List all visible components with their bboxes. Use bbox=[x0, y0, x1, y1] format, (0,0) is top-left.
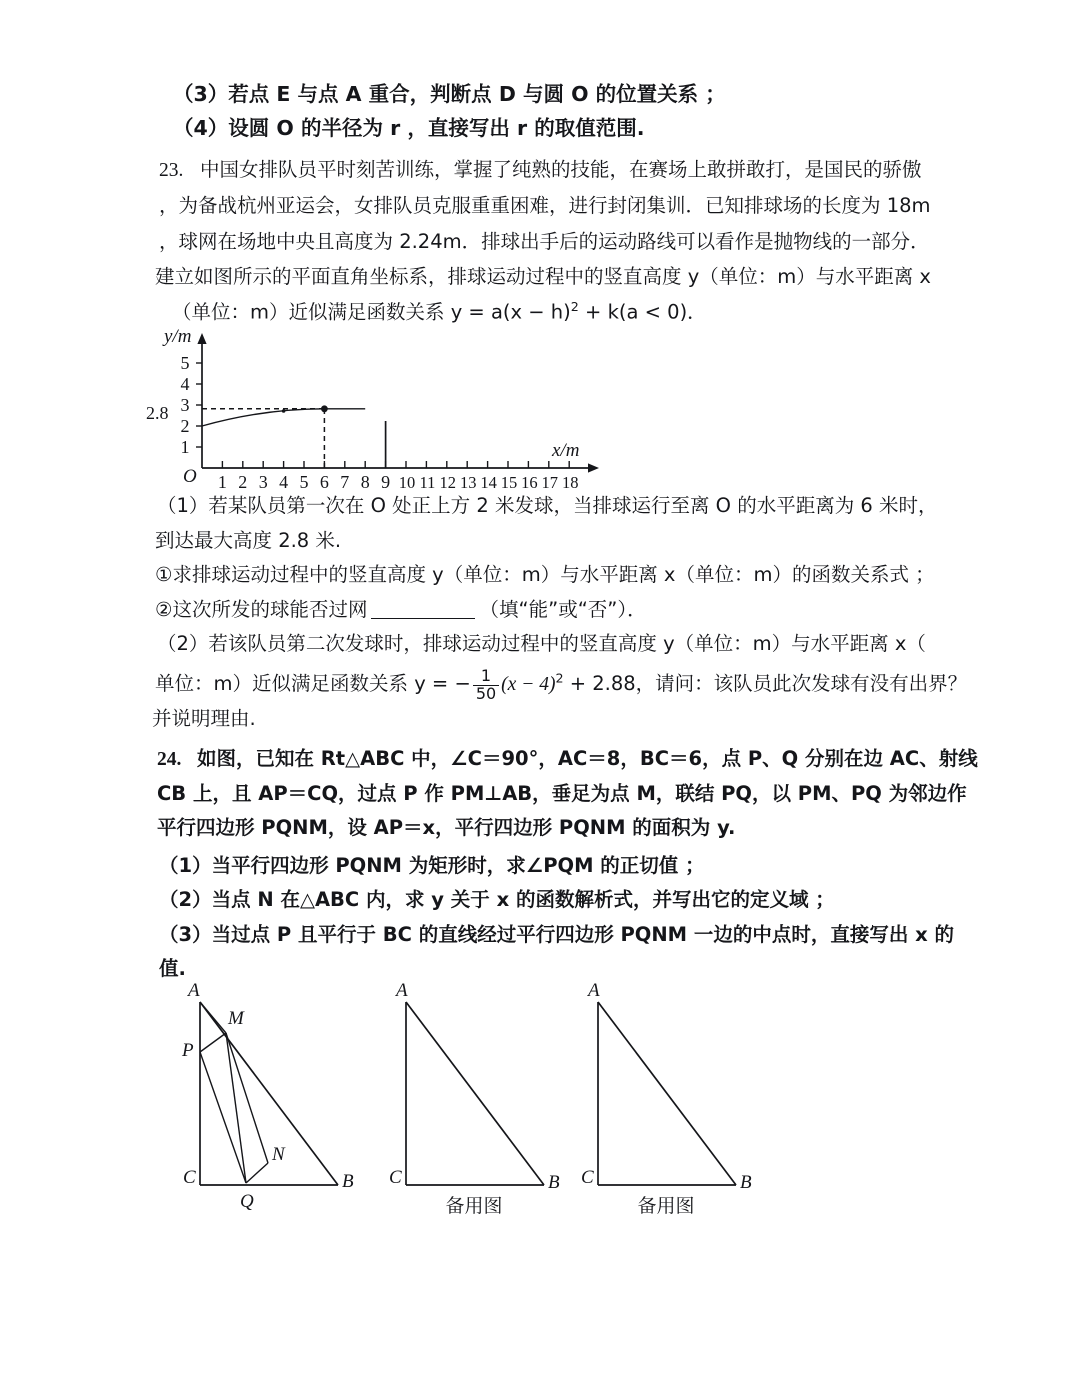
x-tick-label-2: 2 bbox=[238, 472, 248, 492]
q23-body-line-5 bbox=[172, 301, 707, 322]
figure-1-svg bbox=[178, 980, 368, 1215]
x-tick-label-3: 3 bbox=[258, 472, 268, 492]
q23-body-line-1: 中国女排队员平时刻苦训练，掌握了纯熟的技能，在赛场上敢拼敢打，是国民的骄傲 bbox=[200, 158, 922, 181]
q23-body-line-3: ，球网在场地中央且高度为 2.24m．排球出手后的运动路线可以看作是抛物线的一部分． bbox=[159, 230, 930, 253]
q23-sub1-line-2: 到达最大高度 2.8 米. bbox=[155, 529, 342, 552]
label-A: A bbox=[188, 980, 200, 1001]
figure-2-caption: 备用图 bbox=[445, 1195, 503, 1217]
y-tick-label-4: 4 bbox=[180, 374, 190, 394]
q23-sub2-line-3: 并说明理由. bbox=[152, 707, 256, 730]
q23-body-line-5-post: + k(a < 0)． bbox=[578, 300, 707, 324]
q22-item-4: （4）设圆 O 的半径为 r ，直接写出 r 的取值范围. bbox=[173, 116, 645, 140]
x-tick-label-9: 9 bbox=[381, 472, 391, 492]
figure-spare-triangle-2 bbox=[570, 980, 760, 1215]
label-Q: Q bbox=[240, 1191, 254, 1212]
x-tick-marks bbox=[222, 461, 569, 468]
fraction-denominator: 50 bbox=[475, 683, 497, 703]
segment-AM bbox=[200, 1002, 226, 1033]
curve-marker bbox=[282, 409, 286, 413]
q23-exponent: 2 bbox=[570, 299, 579, 314]
y-axis-label: y/m bbox=[164, 326, 192, 347]
y-tick-label-1: 1 bbox=[180, 437, 190, 457]
x-tick-label-1: 1 bbox=[217, 472, 227, 492]
y-special-label-2-8: 2.8 bbox=[146, 403, 169, 423]
vertex-point bbox=[321, 405, 328, 412]
q23-sub2-line-2 bbox=[155, 668, 967, 703]
label-C: C bbox=[389, 1167, 402, 1188]
label-B: B bbox=[342, 1171, 354, 1192]
x-tick-label-8: 8 bbox=[360, 472, 370, 492]
q23-sub2-line-2-mid: (x − 4) bbox=[501, 674, 556, 695]
side-AB bbox=[200, 1002, 338, 1185]
answer-blank-q23-b[interactable] bbox=[371, 599, 475, 619]
x-tick-label-11: 11 bbox=[419, 473, 436, 492]
x-tick-label-10: 10 bbox=[398, 473, 416, 492]
label-C: C bbox=[581, 1167, 594, 1188]
chart-svg bbox=[146, 326, 622, 492]
x-tick-label-17: 17 bbox=[541, 473, 559, 492]
fraction-numerator: 1 bbox=[473, 668, 499, 686]
triangle-abc bbox=[200, 1002, 338, 1185]
side-AB bbox=[598, 1002, 736, 1185]
trajectory-parabola bbox=[202, 409, 324, 426]
q23-sub1-item-b bbox=[155, 599, 647, 620]
q24-body-line-2: CB 上，且 AP＝CQ，过点 P 作 PM⊥AB，垂足为点 M，联结 PQ，以 PM、PQ 为邻边作 bbox=[157, 782, 967, 805]
q24-body-line-1: 如图，已知在 Rt△ABC 中，∠C＝90°，AC＝8，BC＝6，点 P、Q 分别在边 AC、射线 bbox=[197, 747, 978, 770]
q23-sub2-exponent: 2 bbox=[555, 670, 564, 686]
q23-sub2-line-1: （2）若该队员第二次发球时，排球运动过程中的竖直高度 y（单位：m）与水平距离 x（ bbox=[157, 632, 926, 655]
label-A: A bbox=[396, 980, 408, 1001]
q23-body-line-5-pre: （单位：m）近似满足函数关系 y = a(x − h) bbox=[172, 300, 571, 324]
q23-sub1-item-b-pre: ②这次所发的球能否过网 bbox=[155, 598, 368, 622]
x-tick-label-6: 6 bbox=[319, 472, 329, 492]
x-tick-label-15: 15 bbox=[500, 473, 518, 492]
figure-3-svg bbox=[570, 980, 760, 1215]
q24-sub-1: （1）当平行四边形 PQNM 为矩形时，求∠PQM 的正切值 ； bbox=[159, 854, 705, 877]
fraction-one-fiftieth bbox=[473, 668, 499, 703]
figure-3-caption: 备用图 bbox=[637, 1195, 695, 1217]
label-A: A bbox=[588, 980, 600, 1001]
x-tick-label-16: 16 bbox=[521, 473, 538, 492]
origin-label: O bbox=[183, 466, 197, 487]
q23-body-line-2: ，为备战杭州亚运会，女排队员克服重重困难，进行封闭集训．已知排球场的长度为 18m bbox=[159, 194, 931, 217]
figure-triangle-parallelogram bbox=[178, 980, 368, 1215]
label-C: C bbox=[183, 1167, 196, 1188]
label-P: P bbox=[182, 1040, 194, 1061]
q24-body-line-3: 平行四边形 PQNM，设 AP＝x，平行四边形 PQNM 的面积为 y. bbox=[157, 816, 736, 839]
q23-sub1-item-b-post: （填“能”或“否”）． bbox=[479, 598, 647, 622]
q23-sub1-item-a: ①求排球运动过程中的竖直高度 y（单位：m）与水平距离 x（单位：m）的函数关系式 ； bbox=[155, 563, 935, 586]
x-tick-label-5: 5 bbox=[299, 472, 309, 492]
q23-sub2-line-2-pre: 单位：m）近似满足函数关系 y = − bbox=[155, 672, 471, 695]
label-N: N bbox=[272, 1144, 285, 1165]
y-tick-label-3: 3 bbox=[180, 395, 190, 415]
chart-axes bbox=[197, 333, 599, 473]
q24-number: 24. bbox=[157, 749, 182, 770]
q23-body-line-4: 建立如图所示的平面直角坐标系，排球运动过程中的竖直高度 y（单位：m）与水平距离 x bbox=[155, 265, 931, 288]
figure-spare-triangle-1 bbox=[378, 980, 568, 1215]
q23-sub2-line-2-post: + 2.88，请问：该队员此次发球有没有出界？ bbox=[563, 672, 968, 695]
y-tick-marks bbox=[196, 363, 202, 447]
q23-sub1-line-1: （1）若某队员第一次在 O 处正上方 2 米发球，当排球运行至离 O 的水平距离为 6 米时， bbox=[157, 494, 938, 517]
label-B: B bbox=[740, 1172, 752, 1193]
x-tick-label-18: 18 bbox=[561, 473, 579, 492]
label-M: M bbox=[228, 1008, 244, 1029]
label-B: B bbox=[548, 1172, 560, 1193]
volleyball-trajectory-chart bbox=[146, 326, 622, 492]
x-tick-label-12: 12 bbox=[439, 473, 457, 492]
side-NQ bbox=[246, 1163, 268, 1183]
side-PM bbox=[200, 1033, 226, 1052]
q24-sub-3-line-2: 值. bbox=[159, 957, 186, 980]
x-tick-label-13: 13 bbox=[459, 473, 477, 492]
q22-item-3: （3）若点 E 与点 A 重合，判断点 D 与圆 O 的位置关系 ； bbox=[173, 82, 726, 106]
x-tick-label-7: 7 bbox=[340, 472, 350, 492]
x-axis-label: x/m bbox=[552, 440, 580, 461]
x-tick-label-4: 4 bbox=[279, 472, 289, 492]
x-axis-arrow bbox=[588, 463, 599, 472]
q24-sub-3-line-1: （3）当过点 P 且平行于 BC 的直线经过平行四边形 PQNM 一边的中点时，直接写出 x 的 bbox=[159, 923, 955, 946]
parallelogram-pqnm bbox=[200, 1033, 268, 1183]
figure-2-svg bbox=[378, 980, 568, 1215]
segment-MQ bbox=[226, 1033, 246, 1183]
y-tick-label-5: 5 bbox=[180, 353, 190, 373]
y-axis-arrow bbox=[197, 333, 206, 344]
q24-sub-2: （2）当点 N 在△ABC 内，求 y 关于 x 的函数解析式，并写出它的定义域 ； bbox=[159, 888, 835, 911]
x-tick-label-14: 14 bbox=[480, 473, 497, 492]
side-AB bbox=[406, 1002, 544, 1185]
y-tick-label-2: 2 bbox=[180, 416, 190, 436]
q23-number: 23. bbox=[159, 160, 184, 181]
